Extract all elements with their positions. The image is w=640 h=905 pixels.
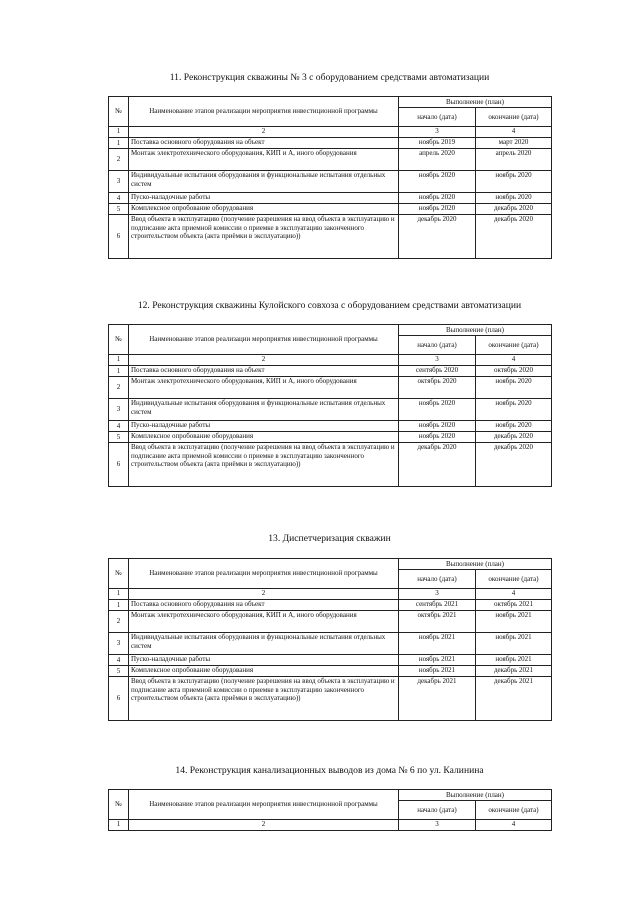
row-stage: Ввод объекта в эксплуатацию (получение разрешения на ввод объекта в эксплуатацию и подписание акта приемной комиссии о приемке в эксплуатацию законченного строительством объекта (акта приёмки в эксплуатацию)) — [129, 443, 399, 487]
header-stage: Наименование этапов реализации мероприятия инвестиционной программы — [129, 790, 399, 820]
header-stage: Наименование этапов реализации мероприятия инвестиционной программы — [129, 559, 399, 589]
table-row — [109, 677, 552, 721]
header-end: окончание (дата) — [476, 336, 552, 355]
row-end: декабрь 2020 — [476, 432, 552, 443]
row-start: ноябрь 2020 — [399, 399, 476, 421]
row-num: 3 — [109, 633, 129, 655]
header-row — [109, 325, 552, 336]
row-num: 5 — [109, 432, 129, 443]
table-row — [109, 443, 552, 487]
row-end: декабрь 2020 — [476, 443, 552, 487]
row-num: 2 — [109, 149, 129, 171]
row-end: ноябрь 2021 — [476, 633, 552, 655]
row-end: апрель 2020 — [476, 149, 552, 171]
header-end: окончание (дата) — [476, 801, 552, 820]
row-stage: Ввод объекта в эксплуатацию (получение разрешения на ввод объекта в эксплуатацию и подписание акта приемной комиссии о приемке в эксплуатацию законченного строительством объекта (акта приёмки в эксплуатацию)) — [129, 215, 399, 259]
header-num: № — [109, 559, 129, 589]
header-end: окончание (дата) — [476, 570, 552, 589]
header-plan: Выполнение (план) — [399, 325, 552, 336]
row-num: 2 — [109, 377, 129, 399]
row-stage: Пуско-наладочные работы — [129, 421, 399, 432]
row-start: ноябрь 2020 — [399, 204, 476, 215]
col-number: 4 — [476, 589, 552, 600]
row-num: 6 — [109, 443, 129, 487]
row-num: 3 — [109, 171, 129, 193]
section-title: 14. Реконструкция канализационных выводов из дома № 6 по ул. Калинина — [175, 765, 484, 776]
column-numbers-row — [109, 589, 552, 600]
section-title: 11. Реконструкция скважины № 3 с оборудованием средствами автоматизации — [169, 72, 490, 83]
row-end: октябрь 2020 — [476, 366, 552, 377]
section-title: 12. Реконструкция скважины Кулойского совхоза с оборудованием средствами автоматизации — [137, 300, 522, 311]
row-end: октябрь 2021 — [476, 600, 552, 611]
col-number: 4 — [476, 355, 552, 366]
row-end: ноябрь 2020 — [476, 171, 552, 193]
col-number: 1 — [109, 127, 129, 138]
row-stage: Пуско-наладочные работы — [129, 193, 399, 204]
col-number: 1 — [109, 355, 129, 366]
row-end: ноябрь 2021 — [476, 611, 552, 633]
row-num: 2 — [109, 611, 129, 633]
row-stage: Индивидуальные испытания оборудования и функциональные испытания отдельных систем — [129, 399, 399, 421]
row-stage: Ввод объекта в эксплуатацию (получение разрешения на ввод объекта в эксплуатацию и подписание акта приемной комиссии о приемке в эксплуатацию законченного строительством объекта (акта приёмки в эксплуатацию)) — [129, 677, 399, 721]
row-num: 1 — [109, 366, 129, 377]
row-num: 4 — [109, 655, 129, 666]
col-number: 2 — [129, 355, 399, 366]
col-number: 4 — [476, 127, 552, 138]
row-start: декабрь 2021 — [399, 677, 476, 721]
schedule-table — [108, 96, 552, 259]
header-start: начало (дата) — [399, 570, 476, 589]
row-stage: Комплексное опробование оборудования — [129, 432, 399, 443]
table-row — [109, 666, 552, 677]
col-number: 2 — [129, 127, 399, 138]
row-end: ноябрь 2021 — [476, 655, 552, 666]
table-row — [109, 611, 552, 633]
header-plan: Выполнение (план) — [399, 97, 552, 108]
col-number: 1 — [109, 589, 129, 600]
section-title: 13. Диспетчеризация скважин — [268, 533, 391, 544]
row-start: ноябрь 2020 — [399, 193, 476, 204]
table-row — [109, 138, 552, 149]
table-row — [109, 366, 552, 377]
row-start: октябрь 2020 — [399, 377, 476, 399]
header-row — [109, 97, 552, 108]
row-end: ноябрь 2020 — [476, 377, 552, 399]
table-row — [109, 432, 552, 443]
header-num: № — [109, 325, 129, 355]
row-stage: Комплексное опробование оборудования — [129, 204, 399, 215]
table-row — [109, 399, 552, 421]
header-num: № — [109, 790, 129, 820]
col-number: 2 — [129, 589, 399, 600]
row-start: ноябрь 2020 — [399, 432, 476, 443]
table-row — [109, 655, 552, 666]
row-stage: Индивидуальные испытания оборудования и функциональные испытания отдельных систем — [129, 633, 399, 655]
row-start: ноябрь 2020 — [399, 421, 476, 432]
row-end: декабрь 2021 — [476, 677, 552, 721]
row-start: ноябрь 2019 — [399, 138, 476, 149]
table-row — [109, 633, 552, 655]
table-row — [109, 421, 552, 432]
header-plan: Выполнение (план) — [399, 790, 552, 801]
table-row — [109, 149, 552, 171]
row-end: декабрь 2020 — [476, 215, 552, 259]
table-row — [109, 193, 552, 204]
header-end: окончание (дата) — [476, 108, 552, 127]
row-end: ноябрь 2020 — [476, 399, 552, 421]
header-stage: Наименование этапов реализации мероприятия инвестиционной программы — [129, 97, 399, 127]
row-start: октябрь 2021 — [399, 611, 476, 633]
row-num: 3 — [109, 399, 129, 421]
table-row — [109, 377, 552, 399]
row-stage: Поставка основного оборудования на объект — [129, 366, 399, 377]
row-num: 1 — [109, 600, 129, 611]
col-number: 3 — [399, 127, 476, 138]
row-num: 4 — [109, 421, 129, 432]
row-stage: Монтаж электротехнического оборудования, КИП и А, иного оборудования — [129, 611, 399, 633]
schedule-table — [108, 558, 552, 721]
header-start: начало (дата) — [399, 108, 476, 127]
table-row — [109, 171, 552, 193]
row-num: 5 — [109, 204, 129, 215]
header-num: № — [109, 97, 129, 127]
column-numbers-row — [109, 355, 552, 366]
row-stage: Монтаж электротехнического оборудования, КИП и А, иного оборудования — [129, 377, 399, 399]
header-row — [109, 790, 552, 801]
row-stage: Комплексное опробование оборудования — [129, 666, 399, 677]
header-start: начало (дата) — [399, 336, 476, 355]
col-number: 1 — [109, 820, 129, 831]
row-end: ноябрь 2020 — [476, 193, 552, 204]
row-num: 5 — [109, 666, 129, 677]
row-start: ноябрь 2020 — [399, 171, 476, 193]
row-stage: Индивидуальные испытания оборудования и функциональные испытания отдельных систем — [129, 171, 399, 193]
row-start: апрель 2020 — [399, 149, 476, 171]
table-row — [109, 204, 552, 215]
row-stage: Поставка основного оборудования на объект — [129, 600, 399, 611]
row-stage: Пуско-наладочные работы — [129, 655, 399, 666]
row-end: март 2020 — [476, 138, 552, 149]
row-end: декабрь 2020 — [476, 204, 552, 215]
header-row — [109, 559, 552, 570]
row-num: 1 — [109, 138, 129, 149]
table-row — [109, 600, 552, 611]
header-plan: Выполнение (план) — [399, 559, 552, 570]
schedule-table — [108, 789, 552, 831]
row-start: сентябрь 2021 — [399, 600, 476, 611]
col-number: 4 — [476, 820, 552, 831]
col-number: 3 — [399, 820, 476, 831]
row-num: 6 — [109, 215, 129, 259]
table-row — [109, 215, 552, 259]
header-stage: Наименование этапов реализации мероприятия инвестиционной программы — [129, 325, 399, 355]
col-number: 2 — [129, 820, 399, 831]
row-stage: Монтаж электротехнического оборудования, КИП и А, иного оборудования — [129, 149, 399, 171]
column-numbers-row — [109, 820, 552, 831]
row-start: ноябрь 2021 — [399, 655, 476, 666]
row-num: 6 — [109, 677, 129, 721]
schedule-table — [108, 324, 552, 487]
row-start: ноябрь 2021 — [399, 666, 476, 677]
row-start: сентябрь 2020 — [399, 366, 476, 377]
row-start: ноябрь 2021 — [399, 633, 476, 655]
column-numbers-row — [109, 127, 552, 138]
col-number: 3 — [399, 589, 476, 600]
row-num: 4 — [109, 193, 129, 204]
row-start: декабрь 2020 — [399, 215, 476, 259]
row-end: ноябрь 2020 — [476, 421, 552, 432]
col-number: 3 — [399, 355, 476, 366]
row-end: декабрь 2021 — [476, 666, 552, 677]
row-stage: Поставка основного оборудования на объект — [129, 138, 399, 149]
header-start: начало (дата) — [399, 801, 476, 820]
row-start: декабрь 2020 — [399, 443, 476, 487]
